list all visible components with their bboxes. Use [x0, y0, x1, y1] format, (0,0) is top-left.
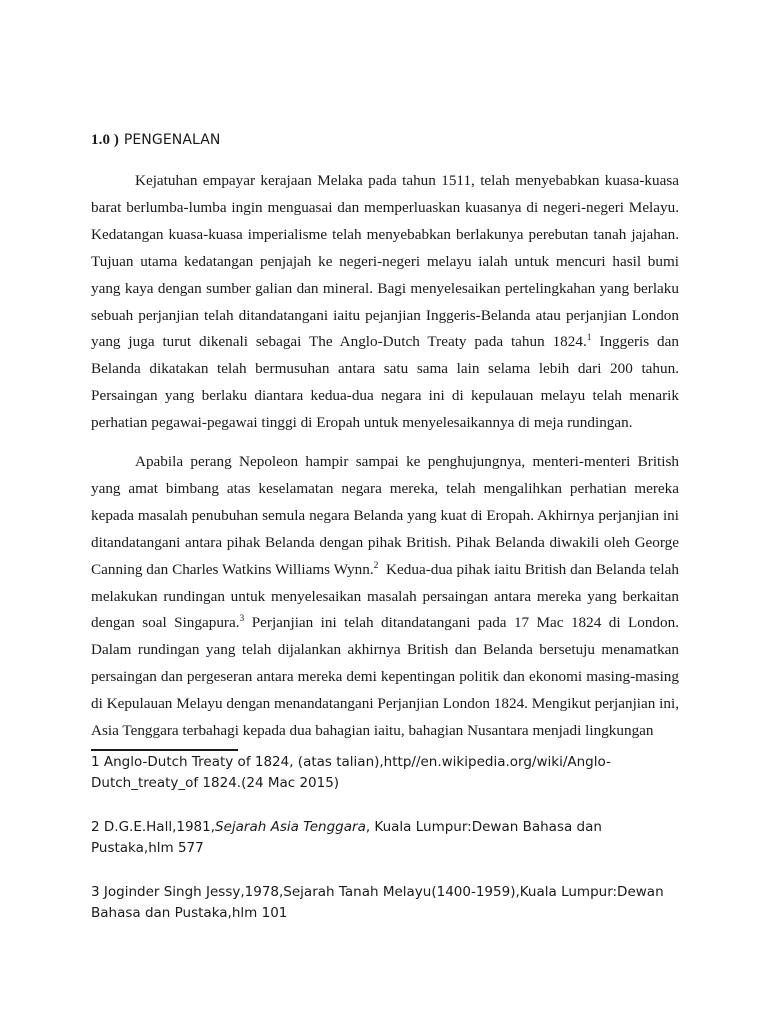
- section-heading: [91, 132, 221, 149]
- paragraph-text: Kejatuhan empayar kerajaan Melaka pada tahun 1511, telah menyebabkan kuasa-kuasa barat berlumba-lumba ingin menguasai dan memperluaskan kuasanya di negeri-negeri Melayu. Kedatangan kuasa-kuasa imperialisme telah menyebabkan berlakunya perebutan tanah jajahan. Tujuan utama kedatangan penjajah ke negeri-negeri melayu ialah untuk mencuri hasil bumi yang kaya dengan sumber galian dan mineral. Bagi menyelesaikan pertelingkahan yang berlaku sebuah perjanjian telah ditandatangani iaitu pejanjian Inggeris-Belanda atau perjanjian London yang juga turut dikenali sebagai The Anglo-Dutch Treaty pada tahun 1824.: [91, 172, 679, 351]
- paragraph-treaty: [91, 449, 683, 745]
- footnote-separator: [91, 749, 238, 751]
- paragraph-text: Apabila perang Nepoleon hampir sampai ke penghujungnya, menteri-menteri British yang amat bimbang atas keselamatan negara mereka, telah mengalihkan perhatian mereka kepada masalah penubuhan semula negara Belanda yang kuat di Eropah. Akhirnya perjanjian ini ditandatangani antara pihak Belanda dengan pihak British. Pihak Belanda diwakili oleh George Canning dan Charles Watkins Williams Wynn.: [91, 453, 679, 578]
- book-title: Sejarah Asia Tenggara: [215, 819, 366, 835]
- paragraph-text: Kedua-dua pihak iaitu British dan Belanda telah melakukan rundingan untuk menyelesaikan masalah persaingan antara mereka yang berkaitan dengan soal Singapura.: [91, 560, 683, 632]
- footnotes: [91, 752, 681, 923]
- paragraph-text: Inggeris dan Belanda dikatakan telah bermusuhan antara satu sama lain selama lebih dari 200 tahun. Persaingan yang berlaku diantara kedua-dua negara ini di kepulauan melayu telah menarik perhatian pegawai-pegawai tinggi di Eropah untuk menyelesaikannya di meja rundingan.: [91, 333, 679, 432]
- section-title: PENGENALAN: [123, 132, 221, 148]
- footnote-text: 2 D.G.E.Hall,1981,: [91, 819, 216, 835]
- footnote-2: [91, 817, 681, 858]
- section-number: 1.0 ): [91, 132, 119, 148]
- footnote-text: , Kuala Lumpur:Dewan Bahasa dan Pustaka,hlm 577: [91, 819, 602, 856]
- footnote-ref-2: 2: [373, 560, 379, 571]
- paragraph-text: Perjanjian ini telah ditandatangani pada 17 Mac 1824 di London. Dalam rundingan yang telah dijalankan akhirnya British dan Belanda bersetuju menamatkan persaingan dan pergeseran antara mereka demi kepentingan politik dan ekonomi masing-masing di Kepulauan Melayu dengan menandatangani Perjanjian London 1824. Mengikut perjanjian ini, Asia Tenggara terbahagi kepada dua bahagian iaitu, bahagian Nusantara menjadi lingkungan: [91, 614, 679, 740]
- footnote-ref-1: 1: [586, 333, 592, 344]
- footnote-3: 3 Joginder Singh Jessy,1978,Sejarah Tanah Melayu(1400-1959),Kuala Lumpur:Dewan Bahasa dan Pustaka,hlm 101: [91, 884, 664, 921]
- footnote-1: 1 Anglo-Dutch Treaty of 1824, (atas talian),http//en.wikipedia.org/wiki/Anglo-Dutch_treaty_of 1824.(24 Mac 2015): [91, 754, 611, 791]
- footnote-ref-3: 3: [239, 614, 245, 625]
- paragraph-introduction: [91, 168, 679, 437]
